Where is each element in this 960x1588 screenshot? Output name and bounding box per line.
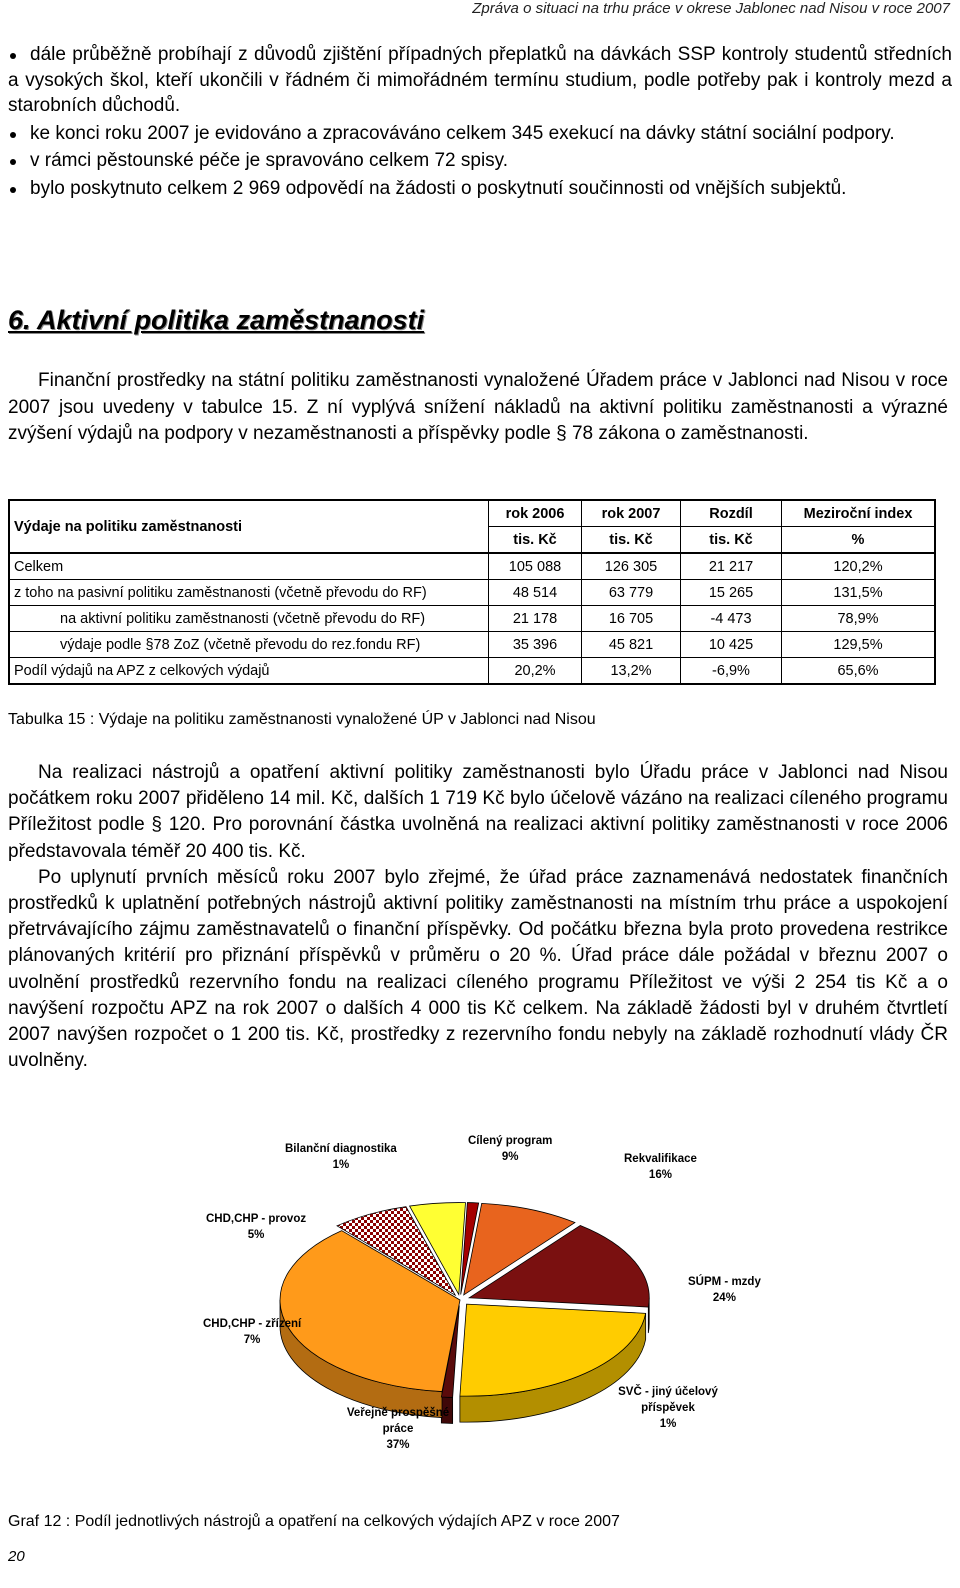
table-row-label: z toho na pasivní politiku zaměstnanosti (včetně převodu do RF) xyxy=(9,580,489,606)
table-cell: 105 088 xyxy=(489,553,582,580)
pie-label: Cílený program 9% xyxy=(468,1135,553,1163)
table-row xyxy=(9,632,935,658)
table-unit-header: tis. Kč xyxy=(489,527,582,554)
table-row-label: Celkem xyxy=(9,553,489,580)
table-unit-header: tis. Kč xyxy=(582,527,681,554)
pie-slice xyxy=(460,1304,646,1396)
pie-chart xyxy=(190,1130,750,1500)
table-cell: 120,2% xyxy=(782,553,936,580)
page-number: 20 xyxy=(8,1548,25,1565)
table-unit-header: % xyxy=(782,527,936,554)
list-item-text: dále průběžně probíhají z důvodů zjištění případných přeplatků na dávkách SSP kontroly studentů středních a vysokých škol, kteří ukončili v řádném či mimořádném termínu studium, podle potřeby pak i kontroly mezd a starobních důchodů. xyxy=(8,44,952,116)
table-row-label: Podíl výdajů na APZ z celkových výdajů xyxy=(9,658,489,685)
body-text xyxy=(8,760,948,1074)
intro-paragraph: Finanční prostředky na státní politiku zaměstnanosti vynaložené Úřadem práce v Jablonci nad Nisou v roce 2007 jsou uvedeny v tabulce 15. Z ní vyplývá snížení nákladů na aktivní politiku zaměstnanosti a výrazné zvýšení výdajů na podpory v nezaměstnanosti a příspěvky podle § 78 zákona o zaměstnanosti. xyxy=(8,370,948,444)
table-cell: 16 705 xyxy=(582,606,681,632)
table-row xyxy=(9,658,935,685)
table-cell: 21 178 xyxy=(489,606,582,632)
chart-caption: Graf 12 : Podíl jednotlivých nástrojů a opatření na celkových výdajích APZ v roce 2007 xyxy=(8,1513,620,1530)
list-item xyxy=(8,121,952,147)
table-cell: 20,2% xyxy=(489,658,582,685)
pie-label: CHD,CHP - zřízení 7% xyxy=(203,1318,302,1346)
list-item-text: bylo poskytnuto celkem 2 969 odpovědí na žádosti o poskytnutí součinnosti od vnějších subjektů. xyxy=(30,177,847,199)
pie-label: Rekvalifikace 16% xyxy=(624,1153,697,1181)
bullet-icon xyxy=(10,53,16,59)
section-title: 6. Aktivní politika zaměstnanosti xyxy=(8,305,425,335)
table-corner-header: Výdaje na politiku zaměstnanosti xyxy=(9,500,489,553)
table-cell: -6,9% xyxy=(681,658,782,685)
body-paragraph: Po uplynutí prvních měsíců roku 2007 bylo zřejmé, že úřad práce zaznamenává nedostatek finančních prostředků k uplatnění potřebných nástrojů aktivní politiky zaměstnanosti na místním trhu práce a uspokojení přetrvávajícího zájmu zaměstnavatelů o finanční příspěvky. Od počátku března byla proto provedena restrikce plánovaných kritérií pro přiznání příspěvků v průměru o 20 %. Úřad práce dále požádal v březnu 2007 o uvolnění prostředků rezervního fondu na realizaci cíleného programu Příležitost ve výši 2 254 tis Kč a o navýšení rozpočtu APZ na rok 2007 o dalších 4 000 tis Kč celkem. Na základě žádosti byl v druhém čtvrtletí 2007 navýšen rozpočet o 1 200 tis. Kč, prostředky z rezervního fondu nebyly na základě rozhodnutí vlády ČR uvolněny. xyxy=(8,866,948,1072)
bullet-icon xyxy=(10,132,16,138)
bullet-icon xyxy=(10,159,16,165)
table-column-header: rok 2006 xyxy=(489,500,582,527)
table-cell: 13,2% xyxy=(582,658,681,685)
running-header: Zpráva o situaci na trhu práce v okrese Jablonec nad Nisou v roce 2007 xyxy=(472,0,950,17)
pie-label: SVČ - jiný účelový příspěvek 1% xyxy=(618,1386,718,1430)
table-cell: -4 473 xyxy=(681,606,782,632)
table-row-label: na aktivní politiku zaměstnanosti (včetně převodu do RF) xyxy=(9,606,489,632)
table-row-label: výdaje podle §78 ZoZ (včetně převodu do rez.fondu RF) xyxy=(9,632,489,658)
table-cell: 10 425 xyxy=(681,632,782,658)
table-column-header: Rozdíl xyxy=(681,500,782,527)
table-cell: 21 217 xyxy=(681,553,782,580)
list-item xyxy=(8,176,952,202)
body-paragraph: Na realizaci nástrojů a opatření aktivní politiky zaměstnanosti bylo Úřadu práce v Jablonci nad Nisou počátkem roku 2007 přiděleno 14 mil. Kč, dalších 1 719 Kč bylo účelově vázáno na realizaci cíleného programu Příležitost podle § 120. Pro porovnání částka uvolněná na realizaci aktivní politiky zaměstnanosti v roce 2006 představovala téměř 20 400 tis. Kč. xyxy=(8,762,948,862)
bullet-icon xyxy=(10,187,16,193)
table-cell: 65,6% xyxy=(782,658,936,685)
expenditure-table xyxy=(8,499,936,685)
list-item-text: v rámci pěstounské péče je spravováno celkem 72 spisy. xyxy=(30,150,509,171)
list-item xyxy=(8,42,952,119)
table-column-header: rok 2007 xyxy=(582,500,681,527)
list-item xyxy=(8,148,952,174)
table-unit-header: tis. Kč xyxy=(681,527,782,554)
table-column-header: Meziroční index xyxy=(782,500,936,527)
pie-label: Veřejně prospěšné práce 37% xyxy=(346,1407,450,1451)
table-cell: 15 265 xyxy=(681,580,782,606)
table-row xyxy=(9,580,935,606)
table-caption: Tabulka 15 : Výdaje na politiku zaměstnanosti vynaložené ÚP v Jablonci nad Nisou xyxy=(8,711,596,728)
table-cell: 35 396 xyxy=(489,632,582,658)
pie-label: CHD,CHP - provoz 5% xyxy=(206,1213,307,1241)
bullet-list xyxy=(8,42,952,203)
table-row xyxy=(9,553,935,580)
table-cell: 131,5% xyxy=(782,580,936,606)
table-cell: 78,9% xyxy=(782,606,936,632)
pie-label: Bilanční diagnostika 1% xyxy=(285,1143,397,1171)
table-cell: 63 779 xyxy=(582,580,681,606)
pie-label: SÚPM - mzdy 24% xyxy=(688,1276,761,1304)
table-cell: 45 821 xyxy=(582,632,681,658)
table-cell: 48 514 xyxy=(489,580,582,606)
table-cell: 126 305 xyxy=(582,553,681,580)
table-row xyxy=(9,606,935,632)
list-item-text: ke konci roku 2007 je evidováno a zpracováváno celkem 345 exekucí na dávky státní sociální podpory. xyxy=(30,122,895,144)
table-cell: 129,5% xyxy=(782,632,936,658)
